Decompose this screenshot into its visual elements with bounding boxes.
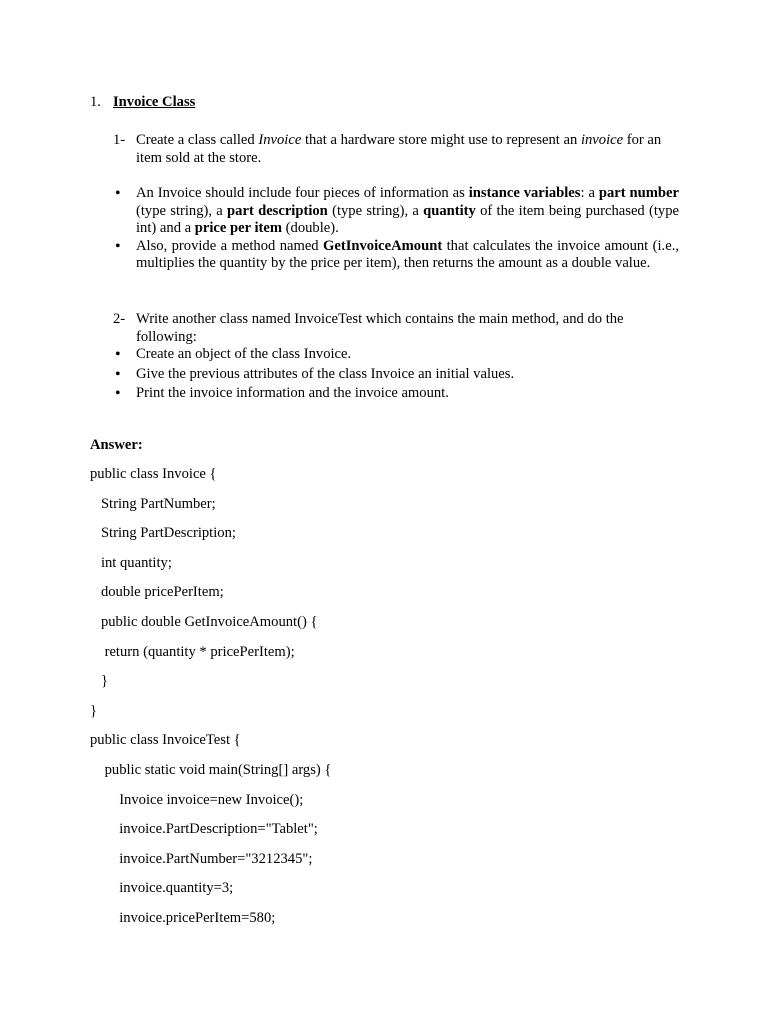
step-marker: 2- — [113, 311, 126, 327]
bullet-item: • Create an object of the class Invoice. — [113, 346, 679, 364]
code-line: invoice.PartDescription="Tablet"; — [90, 821, 318, 838]
step-2-bullets — [113, 346, 679, 403]
code-line: } — [90, 673, 108, 690]
step-2 — [113, 311, 679, 403]
code-line: invoice.PartNumber="3212345"; — [90, 850, 313, 867]
code-line: double pricePerItem; — [90, 584, 224, 601]
section-number: 1. — [90, 94, 101, 110]
bullet-item: • Also, provide a method named GetInvoiceAmount that calculates the invoice amount (i.e., multiplies the quantity by the price per item), then returns the amount as a double value. — [113, 238, 679, 273]
answer-label: Answer: — [90, 437, 143, 453]
code-line: } — [90, 702, 98, 719]
code-line: String PartDescription; — [90, 525, 236, 542]
code-line: return (quantity * pricePerItem); — [90, 643, 295, 660]
step-1 — [113, 132, 679, 273]
code-line: public double GetInvoiceAmount() { — [90, 613, 318, 630]
section-title: Invoice Class — [113, 94, 196, 110]
bullet-item: • An Invoice should include four pieces of information as instance variables: a part number (type string), a part description (type string), a quantity of the item being purchased (type int) and a price per item (double). — [113, 185, 679, 238]
bullet-item: • Print the invoice information and the invoice amount. — [113, 385, 679, 403]
step-text: Write another class named InvoiceTest which contains the main method, and do the following: — [136, 311, 624, 345]
code-block — [90, 466, 331, 940]
code-line: invoice.pricePerItem=580; — [90, 909, 276, 926]
code-line: public class InvoiceTest { — [90, 732, 241, 749]
code-line: Invoice invoice=new Invoice(); — [90, 791, 304, 808]
section-heading — [90, 94, 195, 112]
step-text: Create a class called Invoice that a hardware store might use to represent an invoice for an item sold at the store. — [136, 132, 662, 166]
code-line: public class Invoice { — [90, 466, 217, 482]
step-1-bullets — [113, 185, 679, 273]
code-line: public static void main(String[] args) { — [90, 761, 332, 778]
code-line: String PartNumber; — [90, 495, 216, 512]
step-marker: 1- — [113, 132, 126, 148]
bullet-item: • Give the previous attributes of the class Invoice an initial values. — [113, 366, 679, 384]
code-line: invoice.quantity=3; — [90, 880, 234, 897]
code-line: int quantity; — [90, 554, 172, 571]
